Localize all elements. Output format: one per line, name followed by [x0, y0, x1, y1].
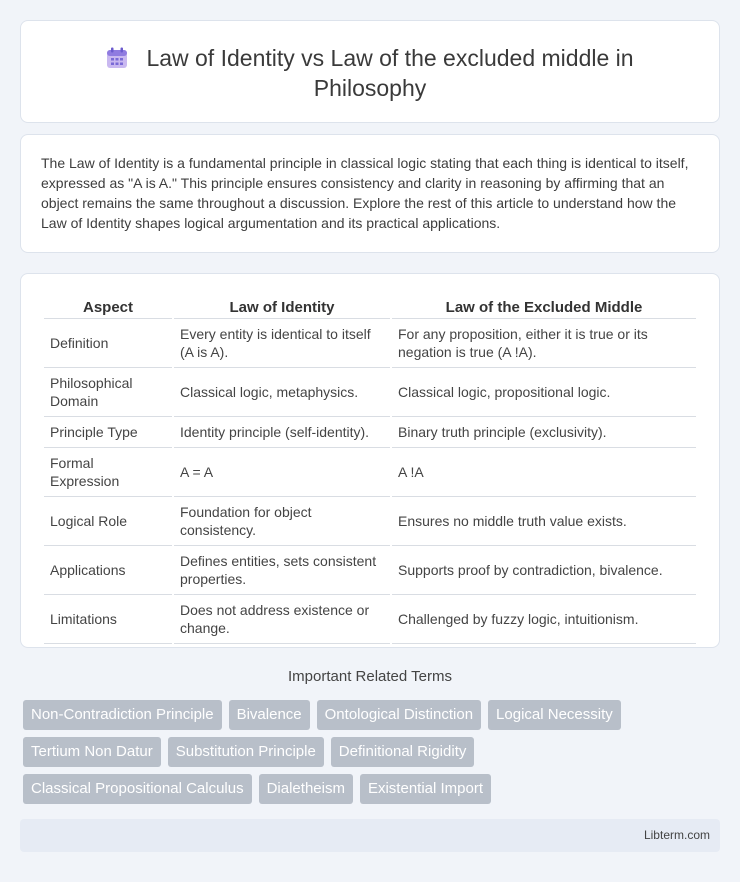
table-cell: Supports proof by contradiction, bivalence. — [392, 546, 696, 595]
column-header: Law of the Excluded Middle — [392, 295, 696, 319]
related-term-tag[interactable]: Existential Import — [360, 774, 491, 804]
table-cell: Binary truth principle (exclusivity). — [392, 417, 696, 448]
table-cell: Foundation for object consistency. — [174, 497, 390, 546]
table-cell: Definition — [44, 319, 172, 368]
table-cell: Applications — [44, 546, 172, 595]
calendar-icon — [106, 47, 128, 69]
table-cell: Limitations — [44, 595, 172, 644]
table-header-row — [44, 295, 696, 319]
related-term-tag[interactable]: Bivalence — [229, 700, 310, 730]
comparison-table — [42, 295, 698, 644]
related-term-tag[interactable]: Logical Necessity — [488, 700, 621, 730]
intro-paragraph: The Law of Identity is a fundamental principle in classical logic stating that each thing is identical to itself, expressed as "A is A." This principle ensures consistency and clarity in reasoning by affirming that an object remains the same throughout a discussion. Explore the rest of this article to understand how the Law of Identity shapes logical argumentation and its practical applications. — [41, 155, 689, 231]
table-cell: Every entity is identical to itself (A is A). — [174, 319, 390, 368]
table-cell: A !A — [392, 448, 696, 497]
tag-row — [23, 700, 723, 730]
title-card — [20, 20, 720, 123]
table-row — [44, 497, 696, 546]
table-cell: Logical Role — [44, 497, 172, 546]
table-cell: Defines entities, sets consistent properties. — [174, 546, 390, 595]
table-row — [44, 595, 696, 644]
table-cell: Classical logic, metaphysics. — [174, 368, 390, 417]
tag-row — [23, 737, 723, 767]
page-title-wrap — [61, 43, 679, 103]
page-title: Law of Identity vs Law of the excluded middle in Philosophy — [146, 45, 634, 101]
table-cell: Formal Expression — [44, 448, 172, 497]
column-header: Aspect — [44, 295, 172, 319]
table-cell: Does not address existence or change. — [174, 595, 390, 644]
column-header: Law of Identity — [174, 295, 390, 319]
related-terms — [23, 700, 723, 811]
table-cell: A = A — [174, 448, 390, 497]
related-term-tag[interactable]: Substitution Principle — [168, 737, 324, 767]
related-term-tag[interactable]: Tertium Non Datur — [23, 737, 161, 767]
table-row — [44, 448, 696, 497]
table-row — [44, 546, 696, 595]
table-cell: Ensures no middle truth value exists. — [392, 497, 696, 546]
related-terms-heading: Important Related Terms — [288, 668, 452, 685]
related-term-tag[interactable]: Non-Contradiction Principle — [23, 700, 222, 730]
related-term-tag[interactable]: Classical Propositional Calculus — [23, 774, 252, 804]
table-cell: For any proposition, either it is true or its negation is true (A !A). — [392, 319, 696, 368]
table-row — [44, 319, 696, 368]
table-cell: Identity principle (self-identity). — [174, 417, 390, 448]
table-cell: Philosophical Domain — [44, 368, 172, 417]
related-term-tag[interactable]: Ontological Distinction — [317, 700, 481, 730]
footer — [20, 819, 720, 852]
table-cell: Challenged by fuzzy logic, intuitionism. — [392, 595, 696, 644]
related-term-tag[interactable]: Definitional Rigidity — [331, 737, 475, 767]
footer-site-link[interactable]: Libterm.com — [643, 828, 710, 842]
table-row — [44, 368, 696, 417]
intro-card — [20, 134, 720, 253]
tag-row — [23, 774, 723, 804]
related-term-tag[interactable]: Dialetheism — [259, 774, 353, 804]
table-row — [44, 417, 696, 448]
table-cell: Classical logic, propositional logic. — [392, 368, 696, 417]
table-cell: Principle Type — [44, 417, 172, 448]
comparison-card — [20, 273, 720, 648]
